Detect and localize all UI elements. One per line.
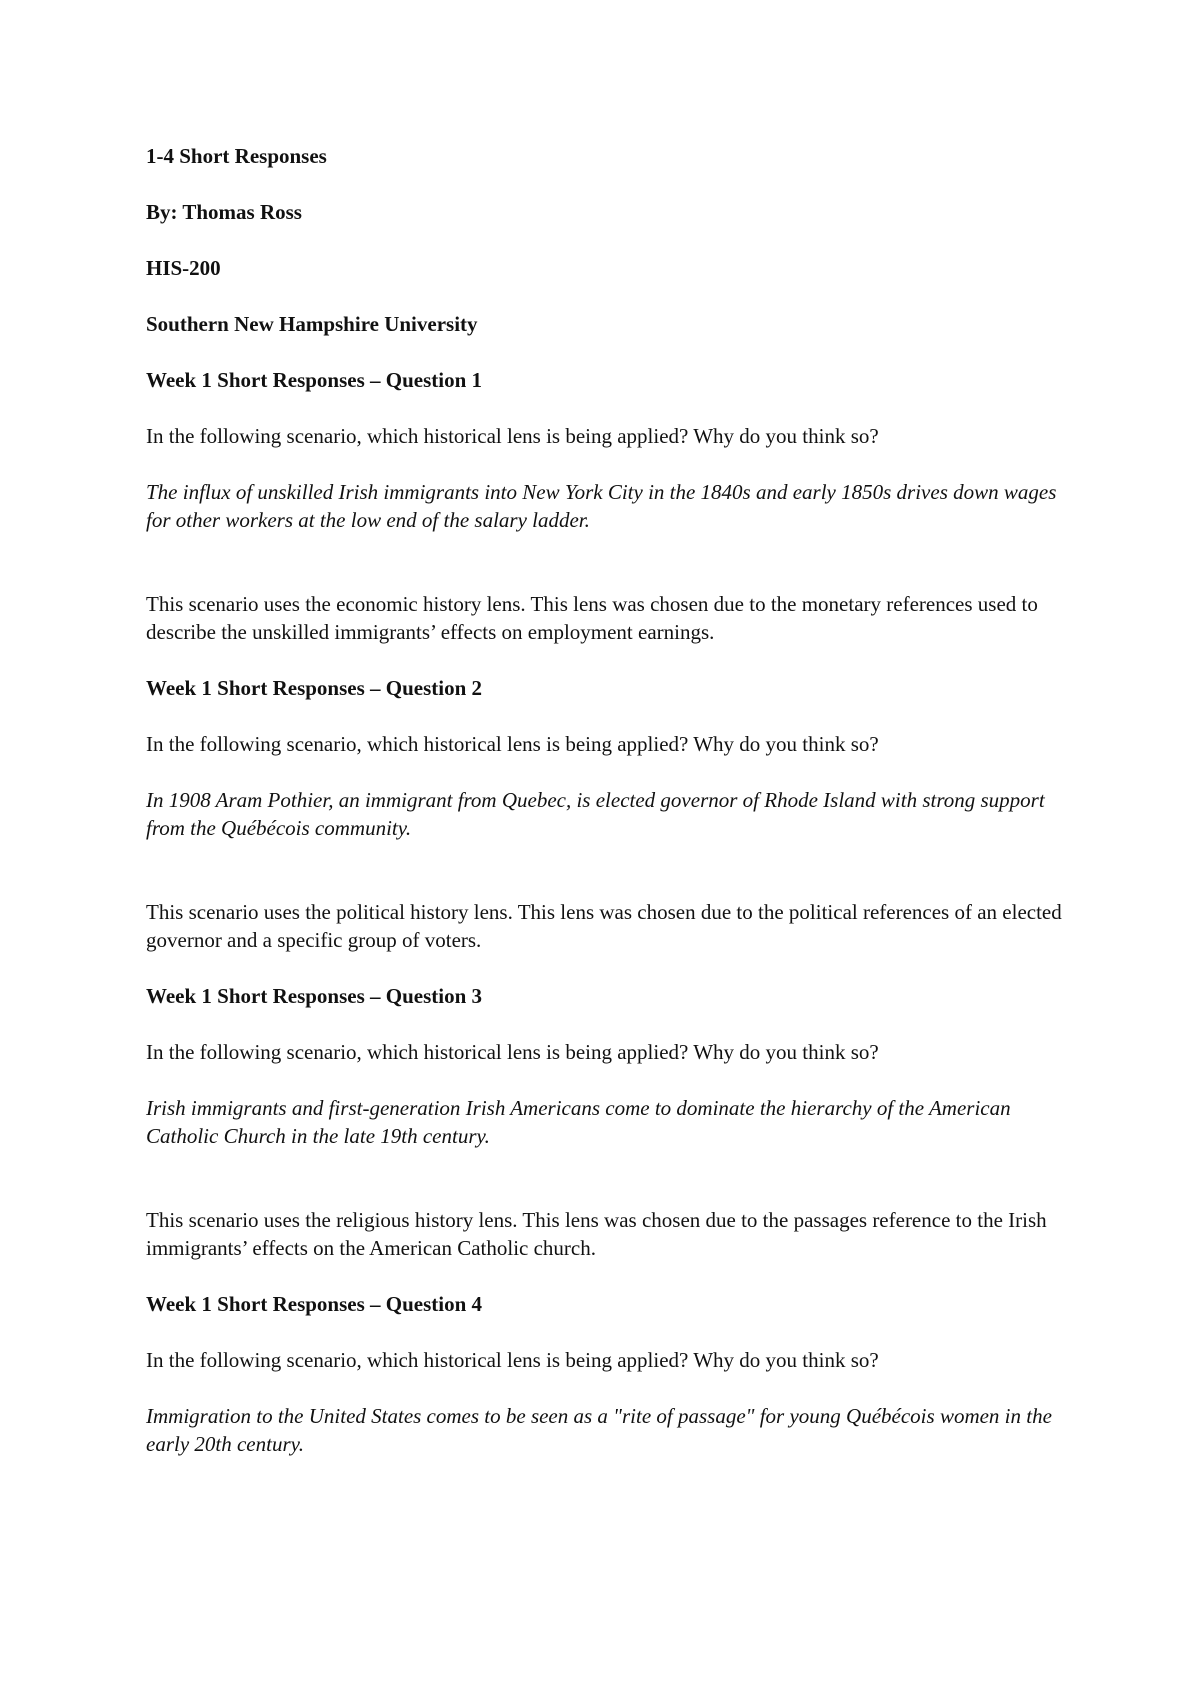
question-3-heading: Week 1 Short Responses – Question 3 (146, 984, 483, 1008)
question-2-prompt: In the following scenario, which historical lens is being applied? Why do you think so? (146, 732, 879, 756)
question-1-scenario: The influx of unskilled Irish immigrants into New York City in the 1840s and early 1850s drives down wages for other workers at the low end of the salary ladder. (146, 480, 1057, 532)
question-3-answer: This scenario uses the religious history lens. This lens was chosen due to the passages reference to the Irish immigrants’ effects on the American Catholic church. (146, 1208, 1047, 1260)
school-name: Southern New Hampshire University (146, 312, 478, 336)
question-4-scenario: Immigration to the United States comes to be seen as a "rite of passage" for young Québécois women in the early 20th century. (146, 1404, 1052, 1456)
question-2-scenario: In 1908 Aram Pothier, an immigrant from Quebec, is elected governor of Rhode Island with strong support from the Québécois community. (146, 788, 1045, 840)
course-code: HIS-200 (146, 256, 221, 280)
question-3-scenario: Irish immigrants and first-generation Irish Americans come to dominate the hierarchy of the American Catholic Church in the late 19th century. (146, 1096, 1011, 1148)
document-page (146, 142, 1076, 1486)
question-1-prompt: In the following scenario, which historical lens is being applied? Why do you think so? (146, 424, 879, 448)
question-4-prompt: In the following scenario, which historical lens is being applied? Why do you think so? (146, 1348, 879, 1372)
document-title: 1-4 Short Responses (146, 144, 327, 168)
question-4-heading: Week 1 Short Responses – Question 4 (146, 1292, 483, 1316)
question-1-heading: Week 1 Short Responses – Question 1 (146, 368, 483, 392)
author-line: By: Thomas Ross (146, 200, 302, 224)
question-2-answer: This scenario uses the political history lens. This lens was chosen due to the political references of an elected governor and a specific group of voters. (146, 900, 1062, 952)
question-1-answer: This scenario uses the economic history lens. This lens was chosen due to the monetary references used to describe the unskilled immigrants’ effects on employment earnings. (146, 592, 1038, 644)
question-3-prompt: In the following scenario, which historical lens is being applied? Why do you think so? (146, 1040, 879, 1064)
question-2-heading: Week 1 Short Responses – Question 2 (146, 676, 483, 700)
